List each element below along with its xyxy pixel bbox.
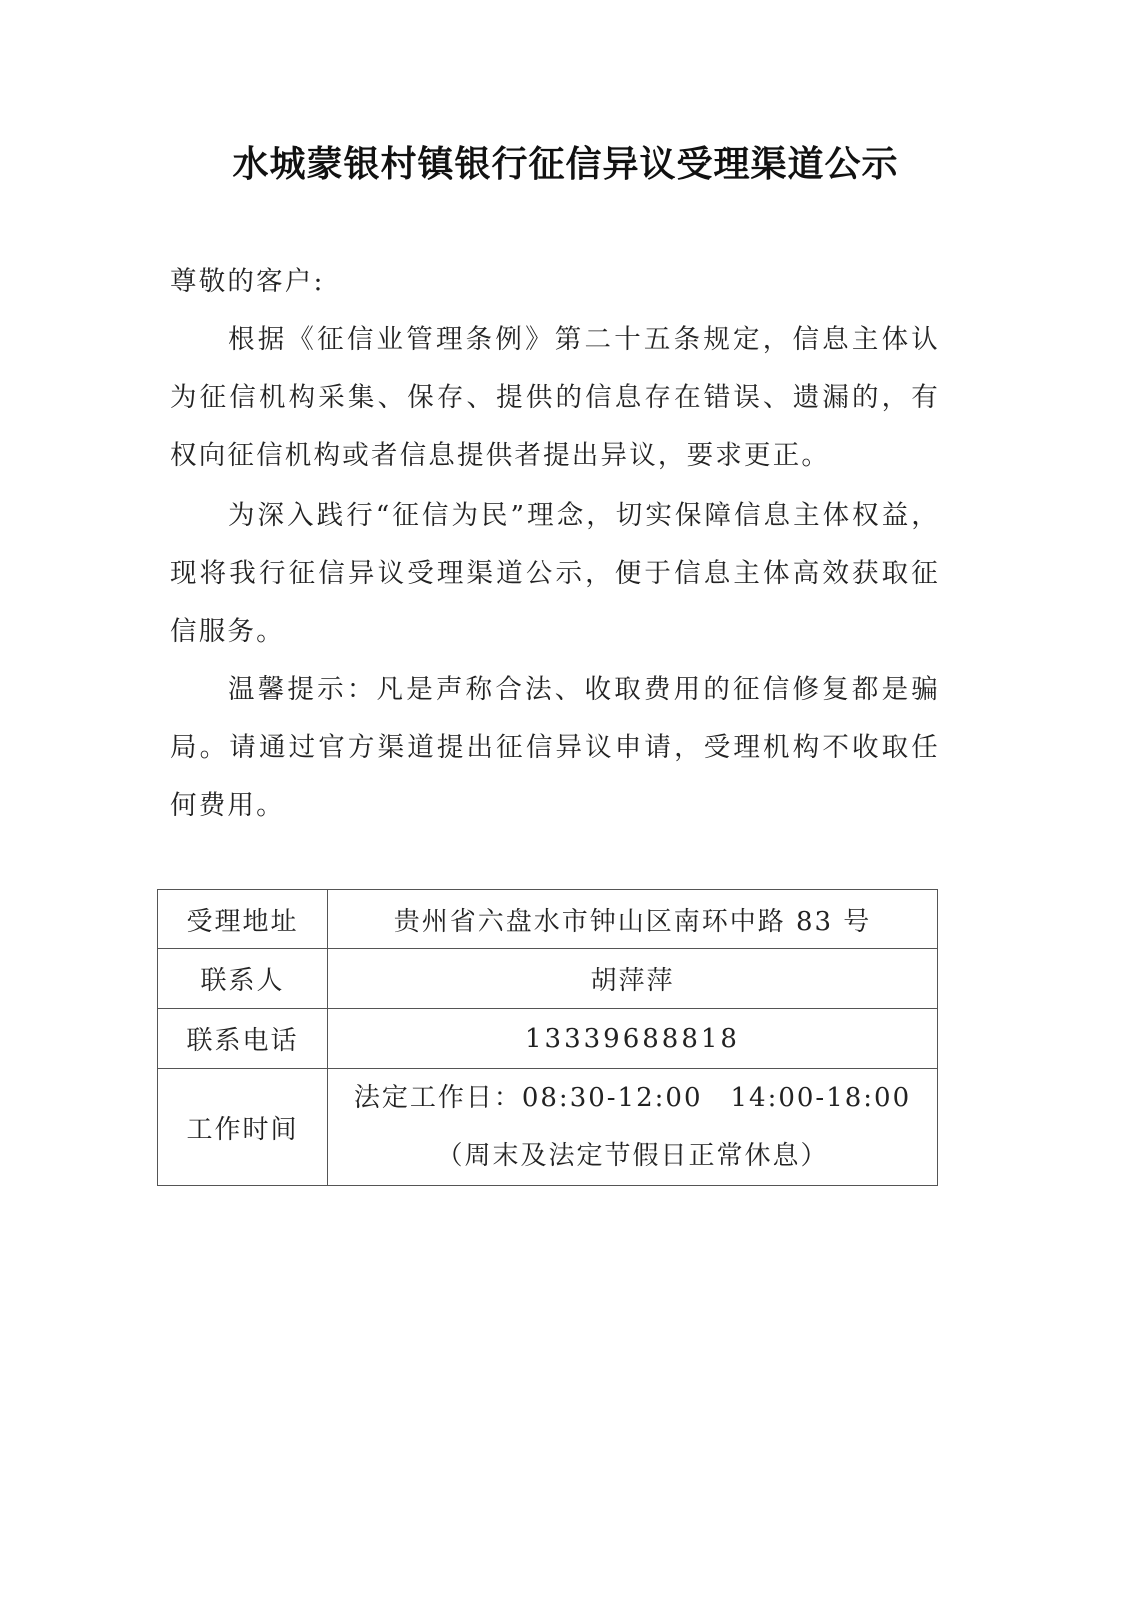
table-row-phone bbox=[158, 1009, 938, 1069]
hours-weekday: 法定工作日：08:30-12:00 14:00-18:00 bbox=[353, 1083, 912, 1113]
address-label: 受理地址 bbox=[158, 890, 328, 949]
page-title: 水城蒙银村镇银行征信异议受理渠道公示 bbox=[232, 144, 899, 185]
address-value: 贵州省六盘水市钟山区南环中路 83 号 bbox=[328, 890, 938, 949]
paragraph-warning: 温馨提示：凡是声称合法、收取费用的征信修复都是骗局。请通过官方渠道提出征信异议申请，受理机构不收取任何费用。 bbox=[170, 674, 940, 821]
hours-value bbox=[328, 1069, 938, 1186]
hours-holiday-note: （周末及法定节假日正常休息） bbox=[436, 1141, 829, 1171]
contact-label: 联系人 bbox=[158, 949, 328, 1009]
salutation: 尊敬的客户: bbox=[170, 266, 325, 297]
table-row-contact bbox=[158, 949, 938, 1009]
table-row-address bbox=[158, 890, 938, 949]
phone-value: 13339688818 bbox=[328, 1009, 938, 1069]
table-row-hours bbox=[158, 1069, 938, 1186]
contact-info-table bbox=[157, 889, 938, 1186]
phone-label: 联系电话 bbox=[158, 1009, 328, 1069]
paragraph-legal-basis: 根据《征信业管理条例》第二十五条规定，信息主体认为征信机构采集、保存、提供的信息存在错误、遗漏的，有权向征信机构或者信息提供者提出异议，要求更正。 bbox=[170, 324, 940, 471]
hours-label: 工作时间 bbox=[158, 1069, 328, 1186]
paragraph-purpose: 为深入践行“征信为民”理念，切实保障信息主体权益，现将我行征信异议受理渠道公示，便于信息主体高效获取征信服务。 bbox=[170, 500, 940, 647]
contact-value: 胡萍萍 bbox=[328, 949, 938, 1009]
